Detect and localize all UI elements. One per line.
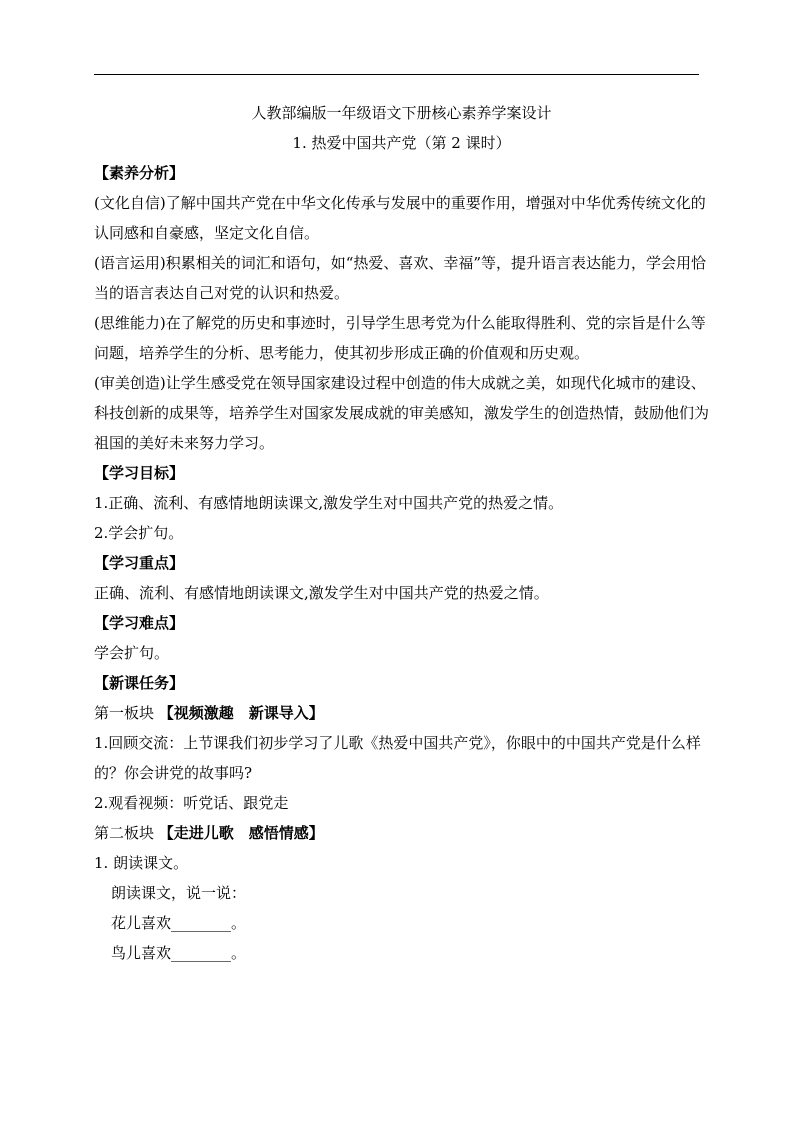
difficulty-heading: 【学习难点】 (94, 614, 185, 632)
block-1-label: 第一板块 (94, 704, 159, 722)
goals-heading: 【学习目标】 (94, 464, 185, 482)
header-rule (94, 74, 699, 75)
focus-heading: 【学习重点】 (94, 554, 185, 572)
block-1-title: 【视频激趣 新课导入】 (158, 704, 324, 722)
block-1-item: 2.观看视频：听党话、跟党走 (94, 794, 289, 812)
document-body (94, 98, 709, 968)
block-1-heading (94, 698, 709, 728)
difficulty-item: 学会扩句。 (94, 644, 170, 662)
literacy-paragraph: (审美创造)让学生感受党在领导国家建设过程中创造的伟大成就之美，如现代化城市的建设、科技创新的成果等，培养学生对国家发展成就的审美感知，激发学生的创造热情，鼓励他们为祖国的美好未来努力学习。 (94, 374, 710, 452)
literacy-paragraph: (语言运用)积累相关的词汇和语句，如“热爱、喜欢、幸福”等，提升语言表达能力，学会用恰当的语言表达自己对党的认识和热爱。 (94, 254, 707, 302)
fill-blank: 鸟儿喜欢________。 (111, 944, 247, 962)
goal-item: 2.学会扩句。 (94, 524, 184, 542)
literacy-paragraph: (思维能力)在了解党的历史和事迹时，引导学生思考党为什么能取得胜利、党的宗旨是什么等问题，培养学生的分析、思考能力，使其初步形成正确的价值观和历史观。 (94, 314, 706, 362)
literacy-heading: 【素养分析】 (94, 164, 185, 182)
goal-item: 1.正确、流利、有感情地朗读课文,激发学生对中国共产党的热爱之情。 (94, 494, 564, 512)
task-heading: 【新课任务】 (94, 674, 185, 692)
read-prompt: 朗读课文，说一说： (111, 884, 247, 902)
doc-title: 人教部编版一年级语文下册核心素养学案设计 (251, 104, 552, 122)
block-2-item: 1. 朗读课文。 (94, 854, 189, 872)
block-2-title: 【走进儿歌 感悟情感】 (158, 824, 324, 842)
block-2-heading (94, 818, 709, 848)
focus-item: 正确、流利、有感情地朗读课文,激发学生对中国共产党的热爱之情。 (94, 584, 549, 602)
block-2-label: 第二板块 (94, 824, 159, 842)
fill-blank: 花儿喜欢________。 (111, 914, 247, 932)
lesson-title: 1. 热爱中国共产党（第 2 课时） (292, 134, 511, 152)
literacy-paragraph: (文化自信)了解中国共产党在中华文化传承与发展中的重要作用，增强对中华优秀传统文化的认同感和自豪感，坚定文化自信。 (94, 194, 706, 242)
block-1-item: 1.回顾交流：上节课我们初步学习了儿歌《热爱中国共产党》，你眼中的中国共产党是什么样的？你会讲党的故事吗? (94, 734, 701, 782)
